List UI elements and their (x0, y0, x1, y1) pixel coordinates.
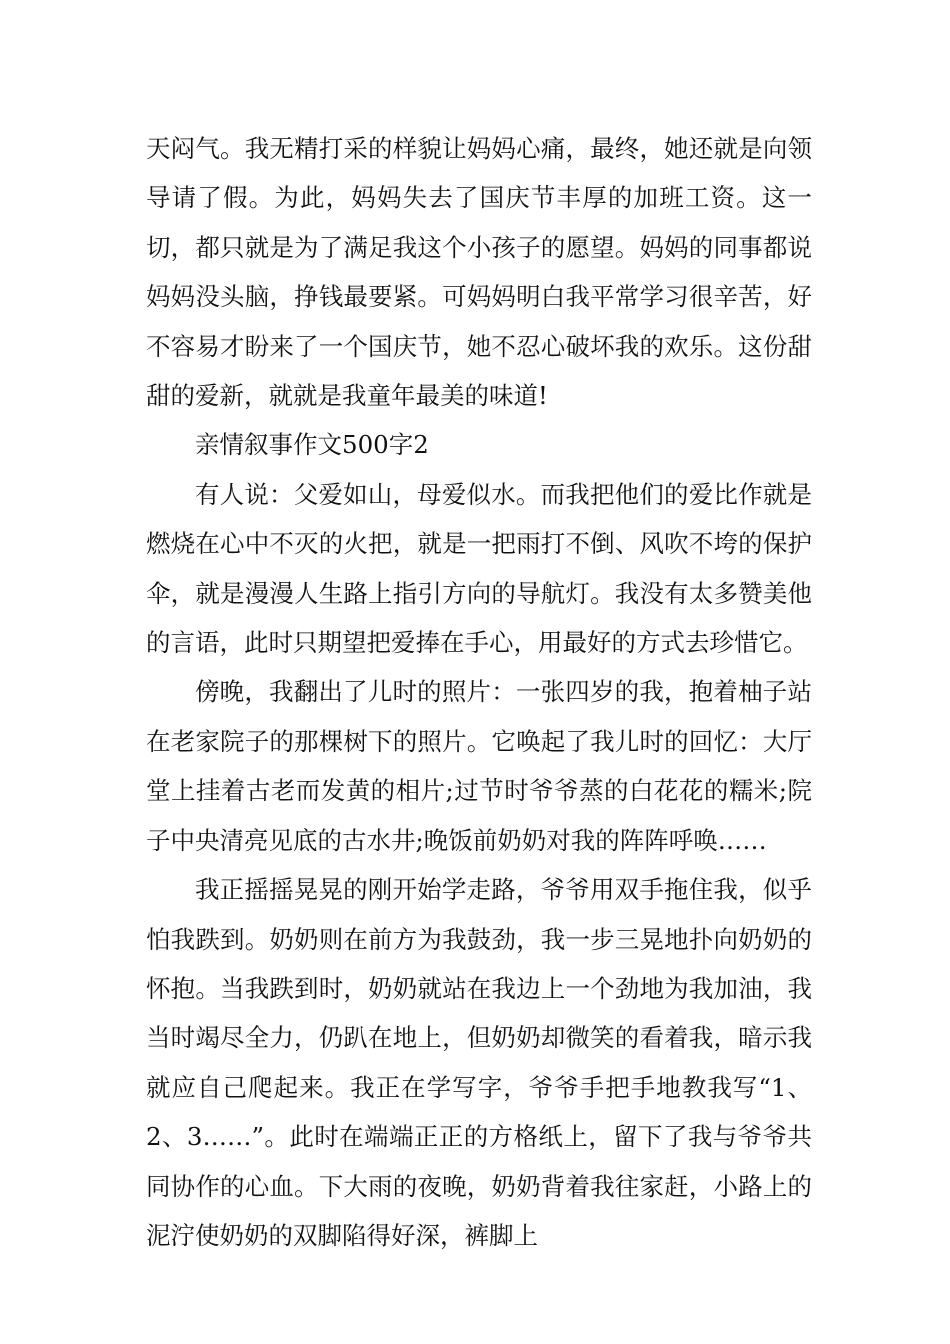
paragraph-2: 有人说：父爱如山，母爱似水。而我把他们的爱比作就是燃烧在心中不灭的火把，就是一把雨打不倒、风吹不垮的保护伞，就是漫漫人生路上指引方向的导航灯。我没有太多赞美他的言语，此时只期望把爱捧在手心，用最好的方式去珍惜它。 (146, 479, 812, 658)
paragraph-4: 我正摇摇晃晃的刚开始学走路，爷爷用双手拖住我，似乎怕我跌到。奶奶则在前方为我鼓劲，我一步三晃地扑向奶奶的怀抱。当我跌到时，奶奶就站在我边上一个劲地为我加油，我当时竭尽全力，仍趴在地上，但奶奶却微笑的看着我，暗示我就应自己爬起来。我正在学写字，爷爷手把手地教我写“1、2、3……”。此时在端端正正的方格纸上，留下了我与爷爷共同协作的心血。下大雨的夜晚，奶奶背着我往家赶，小路上的泥泞使奶奶的双脚陷得好深，裤脚上 (146, 875, 812, 1250)
paragraph-3: 傍晚，我翻出了儿时的照片：一张四岁的我，抱着柚子站在老家院子的那棵树下的照片。它唤起了我儿时的回忆：大厅堂上挂着古老而发黄的相片;过节时爷爷蒸的白花花的糯米;院子中央清亮见底的古水井;晚饭前奶奶对我的阵阵呼唤…… (146, 677, 812, 855)
paragraph-1: 天闷气。我无精打采的样貌让妈妈心痛，最终，她还就是向领导请了假。为此，妈妈失去了国庆节丰厚的加班工资。这一切，都只就是为了满足我这个小孩子的愿望。妈妈的同事都说妈妈没头脑，挣钱最要紧。可妈妈明白我平常学习很辛苦，好不容易才盼来了一个国庆节，她不忍心破坏我的欢乐。这份甜甜的爱新，就就是我童年最美的味道! (146, 134, 812, 411)
document-page (146, 124, 812, 1260)
section-heading: 亲情叙事作文500字2 (195, 430, 429, 460)
